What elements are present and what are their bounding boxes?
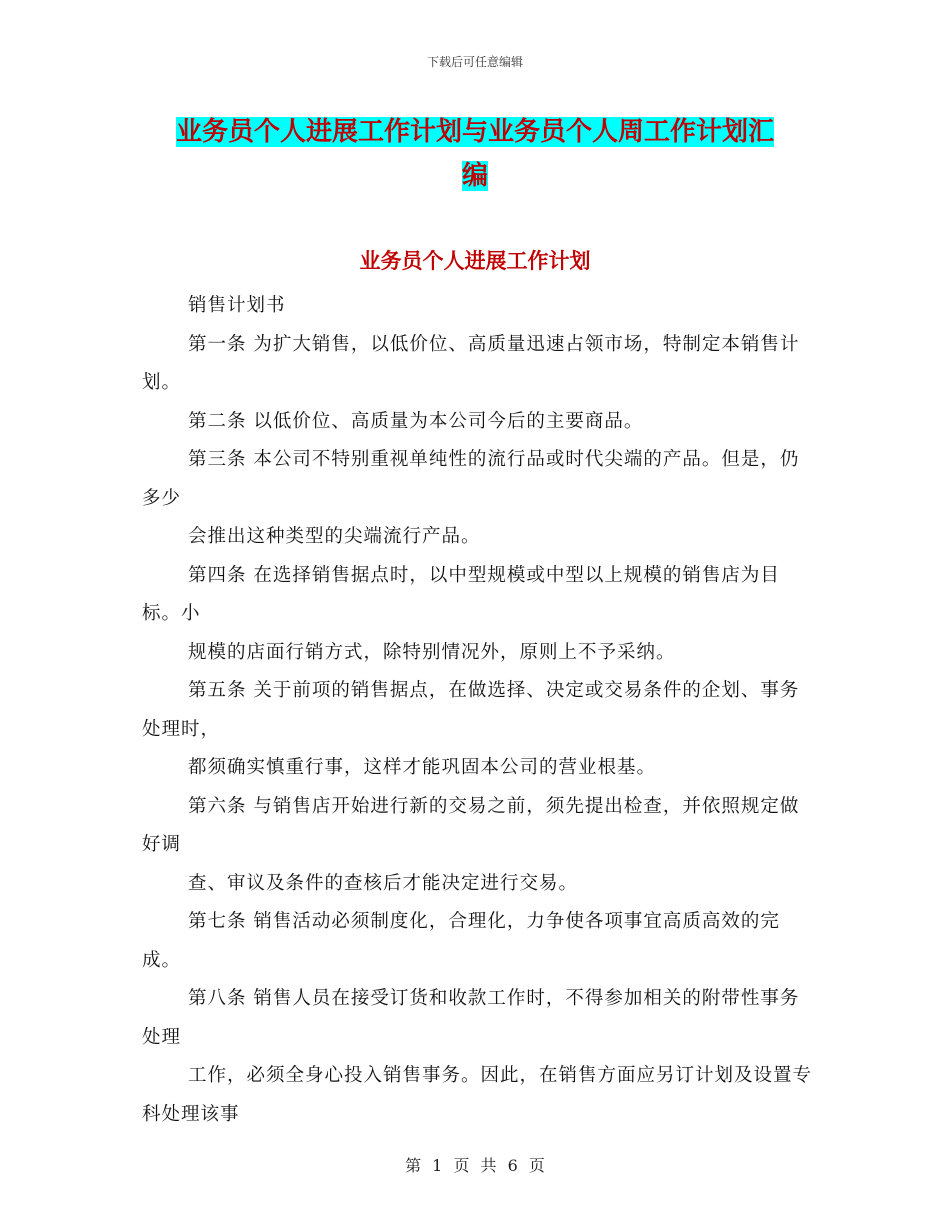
paragraph: 销售计划书 [188, 295, 286, 316]
paragraph: 工作，必须全身心投入销售事务。因此，在销售方面应另订计划及设置专科处理该事 [142, 1065, 813, 1125]
document-title-line2: 编 [461, 161, 488, 191]
paragraph: 第二条 以低价位、高质量为本公司今后的主要商品。 [188, 410, 644, 432]
paragraph: 规模的店面行销方式，除特别情况外，原则上不予采纳。 [188, 641, 676, 663]
paragraph: 第七条 销售活动必须制度化，合理化，力争使各项事宜高质高效的完成。 [142, 911, 780, 971]
document-title [140, 110, 810, 198]
paragraph: 第三条 本公司不特别重视单纯性的流行品或时代尖端的产品。但是，仍多少 [142, 449, 800, 509]
paragraph: 第六条 与销售店开始进行新的交易之前，须先提出检查，并依照规定做好调 [142, 795, 800, 855]
paragraph: 会推出这种类型的尖端流行产品。 [188, 526, 481, 547]
document-title-line1: 业务员个人进展工作计划与业务员个人周工作计划汇 [175, 117, 774, 147]
section-title: 业务员个人进展工作计划 [359, 249, 591, 273]
paragraph: 第四条 在选择销售据点时，以中型规模或中型以上规模的销售店为目标。小 [142, 564, 780, 624]
paragraph: 第八条 销售人员在接受订货和收款工作时，不得参加相关的附带性事务处理 [142, 988, 800, 1048]
paragraph: 第一条 为扩大销售，以低价位、高质量迅速占领市场，特制定本销售计划。 [142, 333, 800, 393]
page-number-footer: 第 1 页 共 6 页 [405, 1156, 545, 1175]
body-text [142, 287, 812, 1134]
paragraph: 查、审议及条件的查核后才能决定进行交易。 [188, 872, 579, 894]
paragraph: 第五条 关于前项的销售据点，在做选择、决定或交易条件的企划、事务处理时， [142, 680, 800, 740]
header-note: 下载后可任意编辑 [426, 55, 523, 69]
paragraph: 都须确实慎重行事，这样才能巩固本公司的营业根基。 [188, 757, 657, 778]
